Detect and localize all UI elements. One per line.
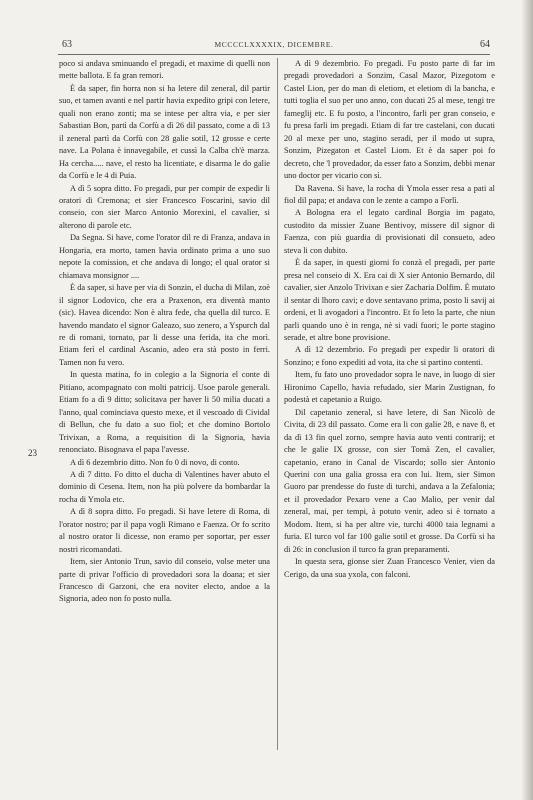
paragraph: Da Ravena. Si have, la rocha di Ymola esser resa a pati al fiol dil papa; et andava con le zente a campo a Forlì. (284, 183, 495, 205)
paragraph: A dì 5 sopra ditto. Fo pregadi, pur per compir de expedir li oratori di Cremona; et sier Francesco Foscarini, savio dil conseio, con sier Marco Antonio Morexini, el cavalier, si alterono di parole etc. (59, 183, 270, 230)
paragraph: A dì 7 ditto. Fo ditto el ducha di Valentines haver abuto el dominio di Cesena. Item, non ha più polvere da bombardar la rocha di Ymola etc. (59, 469, 270, 504)
header-rule (58, 54, 490, 55)
running-header (58, 39, 490, 53)
paragraph: È da saper, in questi giorni fo conzà el pregadi, per parte presa nel conseio di X. Era cai di X sier Antonio Bernardo, dil cavalier, sier Anzolo Trivixan e sier Zacharia Dolfim. È mutato il sentar di lhoro cavi; e dove sentavano prima, posto li savij ai ordeni, et li avogadori a l'incontro. Et fo leto la parte, che niun parli quando uno è in renga, nè si vadi fuori; le porte stagino serade, et altre bone provisione. (284, 258, 495, 342)
paragraph: È da saper, si have per via di Sonzin, el ducha di Milan, zoè il signor Lodovico, che era a Praxenon, era diventà manto (sic). Havea dicendo: Non è altra fede, cha quella dil turco. E havendo mandato el signor Galeazo, suo zenero, a Yspurch dal re di romani, tornato, par li desse una ferida, ita che morì. Etiam ferì el cardinal Ascanio, adeo era stà posto in ferri. Tamen non fu vero. (59, 283, 270, 367)
page-edge-shadow (521, 0, 533, 800)
left-column (59, 58, 270, 758)
right-column (284, 58, 495, 758)
paragraph: A dì 9 dezembrio. Fo pregadi. Fu posto parte di far im pregadi provedadori a Sonzim, Casal Mazor, Pizegotom e Castel Lion, per do man di eletiom, et eletiom di la bancha, e tutti toglia el suo per uno anno, con ducati 25 al mese, tengi tre fameglij etc. E fu posto, a l'incontro, farli per gran conseio, e fu presa farli im pregadi. Etiam di far tre castelani, con ducati 20 al mexe per uno, stagino seradi, per il modo ut supra, Sonzim, Pizegaton et Castel Liom. Et è da saper poi fo decreto, che 'l provedador, da esser fato a Sonzim, debbi menar uno doctor per vicario con sì. (284, 59, 495, 181)
paragraph: Dil capetanio zeneral, si have letere, di San Nicolò de Civita, di 23 dil passato. Come era li con galie 28, e nave 8, et da dì 13 fin quel zorno, sempre havia auto venti contrarij; et che le galie IX grosse, con sier Tomà Zen, el cavalier, capetanio, erano in Canal de Viscardo; sollo sier Antonio Querini con una galia grossa era con lui. Item, sier Simon Guoro par prendesse do fuste di turchi, andava a la Zefalonia; et il provedador Pexaro vene a Cao Malio, per venir dal zeneral, mai, per tempi, à potuto venir, adeo si è tornato a Modom. Item, si ha per altre vie, turchi 4000 taia legnami a furia. El turco vol far 100 galie sotil et grosse. Da Corfù si ha di 26: in conclusion il turco fa gran preparamenti. (284, 407, 495, 554)
page-number-left: 63 (62, 39, 72, 50)
paragraph: Item, sier Antonio Trun, savio dil conseio, volse meter una parte di privar l'officio di provedadori sora la doana; et sier Francesco di Garzoni, che era noviter electo, andoe a la Signoria, adeo non fo posto nulla. (59, 557, 270, 604)
paragraph: A dì 8 sopra ditto. Fo pregadi. Si have letere di Roma, di l'orator nostro; par il papa vogli Rimano e Faenza. Or fo scrito al nostro orator li dicesse, non eramo per soportar, per esser nostri ricomandati. (59, 507, 270, 554)
margin-number: 23 (28, 448, 37, 458)
paragraph: Item, fu fato uno provedador sopra le nave, in luogo di sier Hironimo Capello, havia refudado, sier Marin Zustignan, fo podestà et capetanio a Ruigo. (284, 370, 495, 405)
paragraph: Da Segna. Si have, come l'orator dil re di Franza, andava in Hongaria, era morto, tamen havia ordinato prima a uno suo nepote la comission, et che andava di longo; el qual orator si chiamava monsignor .... (59, 233, 270, 280)
paragraph: A dì 12 dezembrio. Fo pregadi per expedir li oratori di Sonzino; e fono expediti ad vota, ita che si partino contenti. (284, 345, 495, 367)
paragraph: In questa sera, gionse sier Zuan Francesco Venier, vien da Cerigo, da una sua yxola, con falconi. (284, 557, 495, 579)
paragraph: A dì 6 dezembrio ditto. Non fo 0 di novo, di conto. (70, 457, 240, 467)
paragraph: A Bologna era el legato cardinal Borgia im pagato, custodito da missier Zuane Bentivoy, missere dil signor di Faenza, con più guardia di provisionati dil consueto, adeo steva li con dubito. (284, 208, 495, 255)
paragraph: È da saper, fin horra non si ha letere dil zeneral, dil partir suo, et tamen avanti e nel partir havia expedito gripi con letere, quali non erano zonti; ma se intese per altra via, e per sier Sabastian Bon, partì da Corfù a dì 26 dil passato, come a dì 13 il zeneral partì da Corfù con 28 galie sotil, 12 grosse e certe nave. La Polana è innavegabile, et cussì la Calba ch'è marza. Ha cercha..... nave, el resto ha licentiate, e disarma le do galie da Corfù e le 4 di Puia. (59, 83, 270, 181)
running-title: MCCCCLXXXXIX, DICEMBRE. (214, 40, 334, 49)
page-number-right: 64 (480, 39, 490, 50)
column-divider (277, 58, 278, 750)
paragraph: poco si andava sminuando el pregadi, et maxime di quelli non mette ballota. E fa gran remori. (59, 59, 270, 81)
paragraph: In questa matina, fo in colegio a la Signoria el conte di Pitiano, acompagnato con molti patricij. Usoe parole generali. Etiam fo a dì 9 ditto; solicitava per haver li 50 milia ducati a l'anno, qual cominciava questo mexe, et il vescoado di Cividal di Bellun, che fu dato a suo fiol; et che domino Bortolo Trivixan, a Roma, a requisition di la Signoria, havia renonciato. Bisognava el papa l'avesse. (59, 370, 270, 455)
